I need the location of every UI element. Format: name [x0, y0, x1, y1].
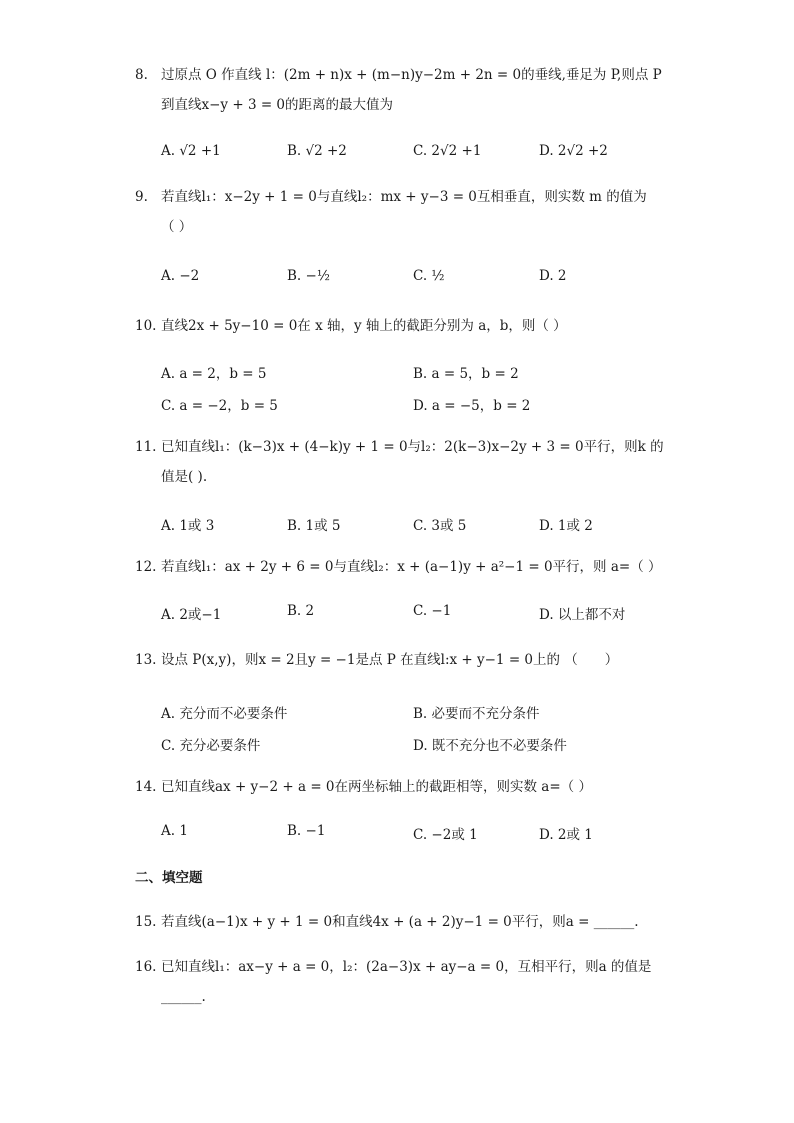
question-number: 10. — [135, 318, 157, 334]
question-stem-line: 若直线l₁：x−2y + 1 = 0与直线l₂：mx + y−3 = 0互相垂直，则实数 m 的值为 — [161, 189, 647, 205]
options-row — [161, 823, 665, 843]
options-row — [161, 603, 665, 623]
option-a: A. √2 +1 — [161, 143, 221, 159]
option-d: D. 2 — [539, 268, 567, 284]
question-stem-line: 若直线(a−1)x + y + 1 = 0和直线4x + (a + 2)y−1 = 0平行，则a = ______. — [161, 914, 639, 930]
question-stem-line: 直线2x + 5y−10 = 0在 x 轴，y 轴上的截距分别为 a，b，则（ ） — [161, 318, 567, 334]
option-a: A. a = 2，b = 5 — [161, 366, 267, 382]
question-stem-line: 若直线l₁：ax + 2y + 6 = 0与直线l₂：x + (a−1)y + a²−1 = 0平行，则 a=（ ） — [161, 559, 662, 575]
option-c: C. 3或 5 — [413, 518, 467, 534]
option-a: A. 1 — [161, 823, 188, 839]
question-stem-line: 已知直线l₁：(k−3)x + (4−k)y + 1 = 0与l₂：2(k−3)x−2y + 3 = 0平行，则k 的 — [161, 439, 664, 455]
option-c: C. ½ — [413, 268, 445, 284]
question-number: 16. — [135, 959, 157, 975]
question-number: 15. — [135, 914, 157, 930]
option-a: A. 1或 3 — [161, 518, 215, 534]
option-d: D. 1或 2 — [539, 518, 593, 534]
option-d: D. 以上都不对 — [539, 607, 626, 623]
question-number: 9. — [135, 189, 148, 205]
option-d: D. a = −5，b = 2 — [413, 398, 531, 414]
option-a: A. −2 — [161, 268, 200, 284]
question-stem-line: 已知直线l₁：ax−y + a = 0，l₂：(2a−3)x + ay−a = 0，互相平行，则a 的值是 — [161, 959, 652, 975]
question-10 — [135, 311, 665, 341]
question-stem-line: 已知直线ax + y−2 + a = 0在两坐标轴上的截距相等，则实数 a=（ ） — [161, 779, 592, 795]
question-12 — [135, 552, 665, 582]
option-b: B. 2 — [287, 603, 315, 619]
option-c: C. −2或 1 — [413, 827, 478, 843]
option-a: A. 2或−1 — [161, 607, 222, 623]
option-c: C. −1 — [413, 603, 452, 619]
question-8 — [135, 60, 665, 120]
option-b: B. a = 5，b = 2 — [413, 366, 519, 382]
option-b: B. 必要而不充分条件 — [413, 706, 540, 722]
question-11 — [135, 432, 665, 492]
option-a: A. 充分而不必要条件 — [161, 706, 288, 722]
question-stem-line: 设点 P(x,y)，则x = 2且y = −1是点 P 在直线l:x + y−1 = 0上的 （ ） — [161, 652, 619, 668]
question-14 — [135, 772, 665, 802]
question-9 — [135, 182, 665, 242]
question-number: 14. — [135, 779, 157, 795]
option-d: D. 2√2 +2 — [539, 143, 608, 159]
section-title: 二、填空题 — [135, 870, 203, 886]
question-15 — [135, 907, 665, 937]
options-grid — [161, 362, 665, 414]
option-d: D. 2或 1 — [539, 827, 593, 843]
question-stem-line: 值是( ). — [161, 469, 208, 485]
option-c: C. 充分必要条件 — [161, 738, 261, 754]
question-number: 11. — [135, 439, 157, 455]
options-row — [161, 268, 665, 284]
question-stem-line: （ ） — [161, 219, 193, 235]
options-row — [161, 514, 665, 534]
option-b: B. −½ — [287, 268, 330, 284]
options-grid — [161, 702, 665, 754]
question-stem-line: 到直线x−y + 3 = 0的距离的最大值为 — [161, 97, 394, 113]
question-stem-line: 过原点 O 作直线 l：(2m + n)x + (m−n)y−2m + 2n = 0的垂线,垂足为 P,则点 P — [161, 67, 662, 83]
option-b: B. √2 +2 — [287, 143, 347, 159]
option-d: D. 既不充分也不必要条件 — [413, 738, 567, 754]
option-b: B. 1或 5 — [287, 518, 341, 534]
option-b: B. −1 — [287, 823, 326, 839]
question-16 — [135, 952, 665, 1012]
question-number: 8. — [135, 67, 148, 83]
question-number: 13. — [135, 652, 157, 668]
options-row — [161, 143, 665, 159]
question-number: 12. — [135, 559, 157, 575]
question-stem-line: ______. — [161, 989, 206, 1005]
question-13 — [135, 645, 665, 675]
option-c: C. 2√2 +1 — [413, 143, 482, 159]
option-c: C. a = −2，b = 5 — [161, 398, 278, 414]
